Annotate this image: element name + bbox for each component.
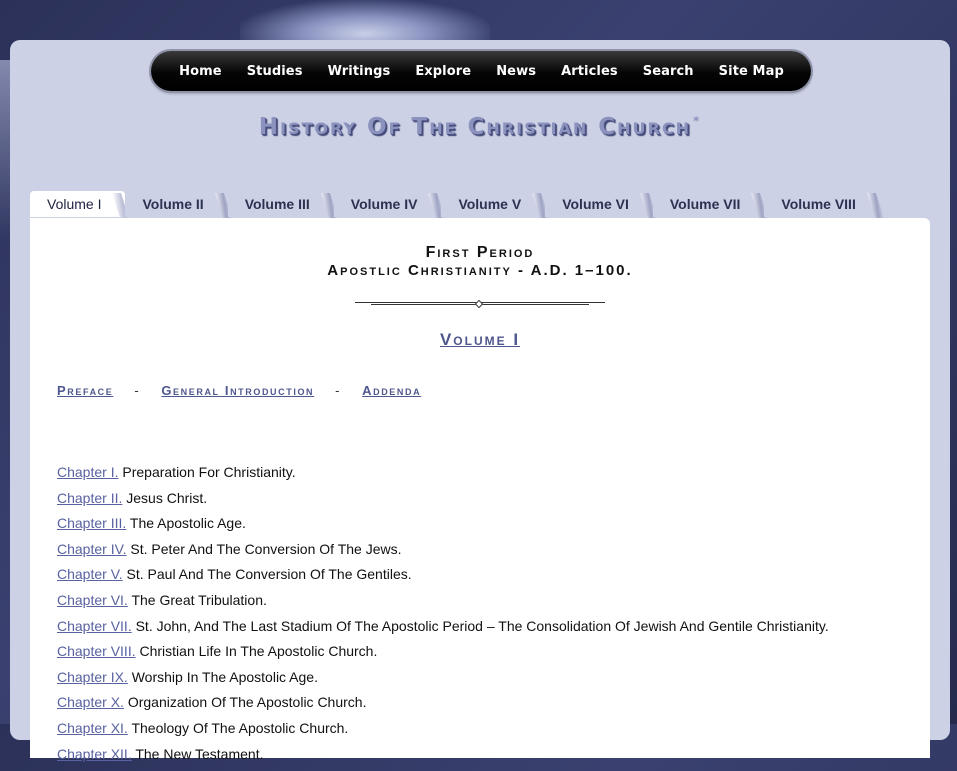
site-title-text: History Of The Christian Church [258,114,691,140]
chapter-title: Organization Of The Apostolic Church. [127,694,367,711]
chapter-link[interactable]: Chapter X. [57,694,124,711]
list-item [57,541,829,567]
list-item [57,746,829,771]
chapter-title: The Great Tribulation. [131,591,267,608]
chapter-link[interactable]: Chapter VII. [57,617,132,634]
chapter-link[interactable]: Chapter VIII. [57,643,136,660]
tab-volume-4[interactable]: Volume IV [334,191,442,217]
list-item [57,694,829,720]
chapter-title: St. Peter And The Conversion Of The Jews. [130,540,402,557]
tab-volume-5[interactable]: Volume V [441,191,545,217]
site-title-mark: * [692,114,702,128]
general-introduction-link[interactable]: General Introduction [161,383,315,398]
chapter-title: Worship In The Apostolic Age. [131,668,318,685]
list-item [57,643,829,669]
chapter-link[interactable]: Chapter XII. [57,745,132,762]
chapter-title: St. John, And The Last Stadium Of The Apostolic Period – The Consolidation Of Jewish And Gentile Christianity. [135,617,829,634]
tab-volume-8[interactable]: Volume VIII [764,191,879,217]
chapter-link[interactable]: Chapter III. [57,515,127,532]
chapter-link[interactable]: Chapter I. [57,464,119,480]
chapter-link[interactable]: Chapter VI. [57,591,128,608]
period-title: First Period [425,244,535,261]
nav-link-news[interactable]: News [496,63,537,79]
nav-link-search[interactable]: Search [642,63,694,79]
chapter-link[interactable]: Chapter IV. [57,540,127,557]
nav-item-search [630,64,706,79]
chapter-link[interactable]: Chapter IX. [57,668,128,685]
nav-item-home [166,64,234,79]
list-item [57,592,829,618]
volume-heading-link[interactable]: Volume I [439,330,521,349]
chapter-title: St. Paul And The Conversion Of The Gentiles. [126,566,412,583]
tab-volume-2[interactable]: Volume II [125,191,227,217]
list-item [57,618,829,644]
nav-item-explore [402,64,483,79]
period-subtitle: Apostlic Christianity - A.D. 1–100. [327,262,633,279]
chapter-title: Theology Of The Apostolic Church. [131,719,349,736]
list-item [57,490,829,516]
chapter-title: Jesus Christ. [126,489,208,506]
page-panel [10,40,950,762]
list-item [57,566,829,592]
list-item [57,515,829,541]
list-item [57,669,829,695]
tab-volume-1[interactable]: Volume I [30,191,125,217]
nav-item-studies [234,64,315,79]
nav-item-site-map [706,64,796,79]
preface-link[interactable]: Preface [57,383,114,398]
nav-link-writings[interactable]: Writings [327,63,391,79]
header-cloud-image [240,0,490,42]
list-item [57,464,829,490]
nav-link-home[interactable]: Home [179,63,222,79]
tab-volume-7[interactable]: Volume VII [653,191,765,217]
chapter-link[interactable]: Chapter XI. [57,719,128,736]
nav-item-articles [548,64,630,79]
nav-link-articles[interactable]: Articles [561,63,618,79]
quick-links [57,383,421,398]
addenda-link[interactable]: Addenda [362,383,422,398]
main-navigation [151,51,811,91]
chapter-list [57,464,829,771]
link-separator: - [335,383,342,398]
nav-link-site-map[interactable]: Site Map [718,63,784,79]
volume-heading [30,330,930,350]
volume-tabs [30,191,880,219]
site-title [10,114,950,140]
volume-content [30,218,930,762]
nav-item-writings [315,64,403,79]
chapter-title: The New Testament. [135,745,264,762]
ornamental-divider [355,301,605,305]
nav-item-news [483,64,548,79]
chapter-link[interactable]: Chapter II. [57,489,123,506]
nav-link-studies[interactable]: Studies [246,63,303,79]
tab-volume-3[interactable]: Volume III [228,191,334,217]
nav-link-explore[interactable]: Explore [415,63,472,79]
link-separator: - [134,383,141,398]
chapter-link[interactable]: Chapter V. [57,566,123,583]
tab-volume-6[interactable]: Volume VI [545,191,653,217]
chapter-title: The Apostolic Age. [129,515,246,532]
chapter-title: Preparation For Christianity. [122,464,296,480]
chapter-title: Christian Life In The Apostolic Church. [139,643,378,660]
